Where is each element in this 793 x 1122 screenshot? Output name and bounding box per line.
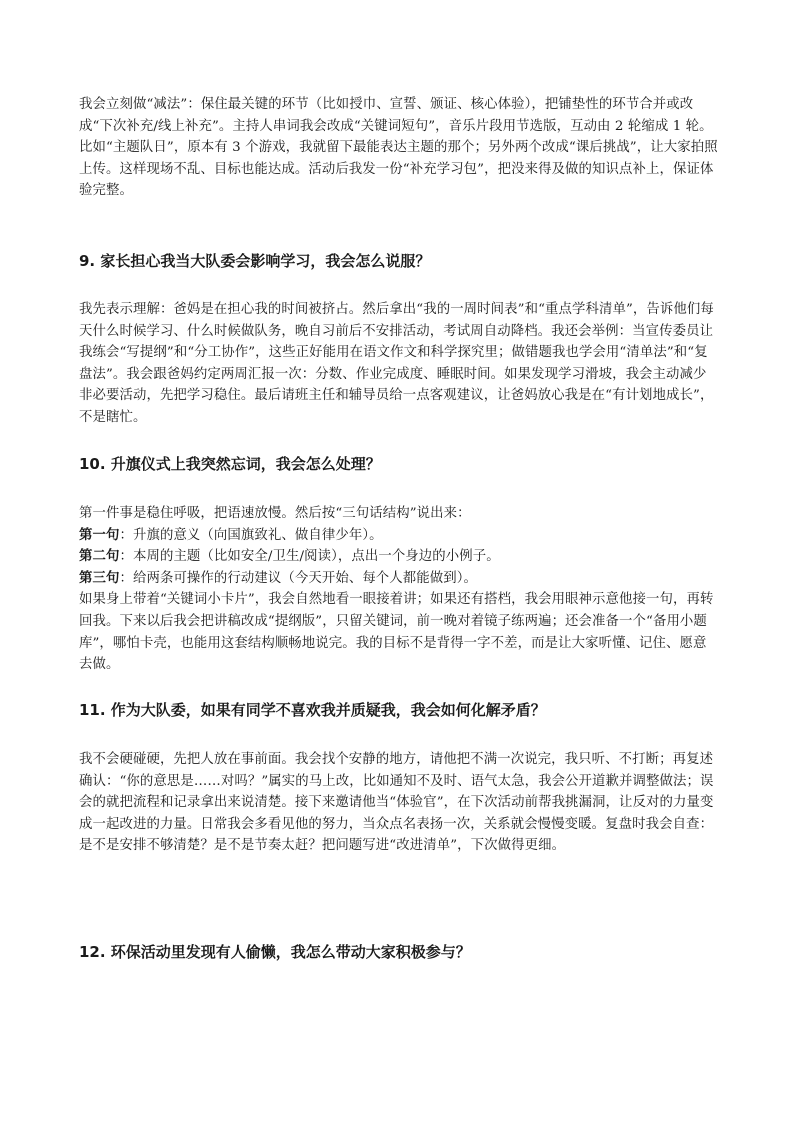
question-10-heading: 10. 升旗仪式上我突然忘词，我会怎么处理？ xyxy=(79,455,381,473)
question-11-heading: 11. 作为大队委，如果有同学不喜欢我并质疑我，我会如何化解矛盾？ xyxy=(79,701,546,719)
line-2-text: ：本周的主题（比如安全/卫生/阅读），点出一个身边的小例子。 xyxy=(119,549,500,565)
line-1-text: ：升旗的意义（向国旗致礼、做自律少年）。 xyxy=(119,527,383,543)
question-9-body: 我先表示理解：爸妈是在担心我的时间被挤占。然后拿出“我的一周时间表”和“重点学科清单”，告诉他们每天什么时候学习、什么时候做队务，晚自习前后不安排活动，考试周自动降档。我还会举例：当宣传委员让我练会“写提纲”和“分工协作”，这些正好能用在语文作文和科学探究里；做错题我也学会用“清单法”和“复盘法”。我会跟爸妈约定两周汇报一次：分数、作业完成度、睡眠时间。如果发现学习滑坡，我会主动减少非必要活动，先把学习稳住。最后请班主任和辅导员给一点客观建议，让爸妈放心我是在“有计划地成长”，不是瞎忙。 xyxy=(79,302,714,425)
question-11-body: 我不会硬碰硬，先把人放在事前面。我会找个安静的地方，请他把不满一次说完，我只听、不打断；再复述确认：“你的意思是……对吗？”属实的马上改，比如通知不及时、语气太急，我会公开道歉并调整做法；误会的就把流程和记录拿出来说清楚。接下来邀请他当“体验官”，在下次活动前帮我挑漏洞，让反对的力量变成一起改进的力量。日常我会多看见他的努力，当众点名表扬一次，关系就会慢慢变暖。复盘时我会自查：是不是安排不够清楚？是不是节奏太赶？把问题写进“改进清单”，下次做得更细。 xyxy=(79,752,714,854)
question-9-answer xyxy=(79,299,719,429)
intro-section xyxy=(79,94,719,202)
question-10-body: 如果身上带着“关键词小卡片”，我会自然地看一眼接着讲；如果还有搭档，我会用眼神示意他接一句，再转回我。下来以后我会把讲稿改成“提纲版”，只留关键词，前一晚对着镜子练两遍；还会准备一个“备用小题库”，哪怕卡壳，也能用这套结构顺畅地说完。我的目标不是背得一字不差，而是让大家听懂、记住、愿意去做。 xyxy=(79,592,714,673)
question-10-line-1 xyxy=(79,525,719,547)
question-11-answer xyxy=(79,749,719,857)
line-1-label: 第一句 xyxy=(79,527,120,543)
question-10-answer xyxy=(79,503,719,676)
question-10-line-2 xyxy=(79,546,719,568)
line-3-text: ：给两条可操作的行动建议（今天开始、每个人都能做到）。 xyxy=(119,570,478,586)
question-9-heading: 9. 家长担心我当大队委会影响学习，我会怎么说服？ xyxy=(79,252,431,270)
line-3-label: 第三句 xyxy=(79,570,120,586)
intro-paragraph-1: 我会立刻做“减法”：保住最关键的环节（比如授巾、宣誓、颁证、核心体验），把铺垫性的环节合并或改成“下次补充/线上补充”。主持人串词我会改成“关键词短句”，音乐片段用节选版，互动由 2 轮缩成 1 轮。 xyxy=(79,97,713,134)
intro-paragraph-2: 比如“主题队日”，原本有 3 个游戏，我就留下最能表达主题的那个；另外两个改成“课后挑战”，让大家拍照上传。这样现场不乱、目标也能达成。活动后我发一份“补充学习包”，把没来得及做的知识点补上，保证体验完整。 xyxy=(79,140,718,199)
question-10-intro: 第一件事是稳住呼吸，把语速放慢。然后按“三句话结构”说出来： xyxy=(79,506,471,521)
question-10-line-3 xyxy=(79,568,719,590)
question-12-heading: 12. 环保活动里发现有人偷懒，我怎么带动大家积极参与？ xyxy=(79,943,471,961)
line-2-label: 第二句 xyxy=(79,549,120,565)
